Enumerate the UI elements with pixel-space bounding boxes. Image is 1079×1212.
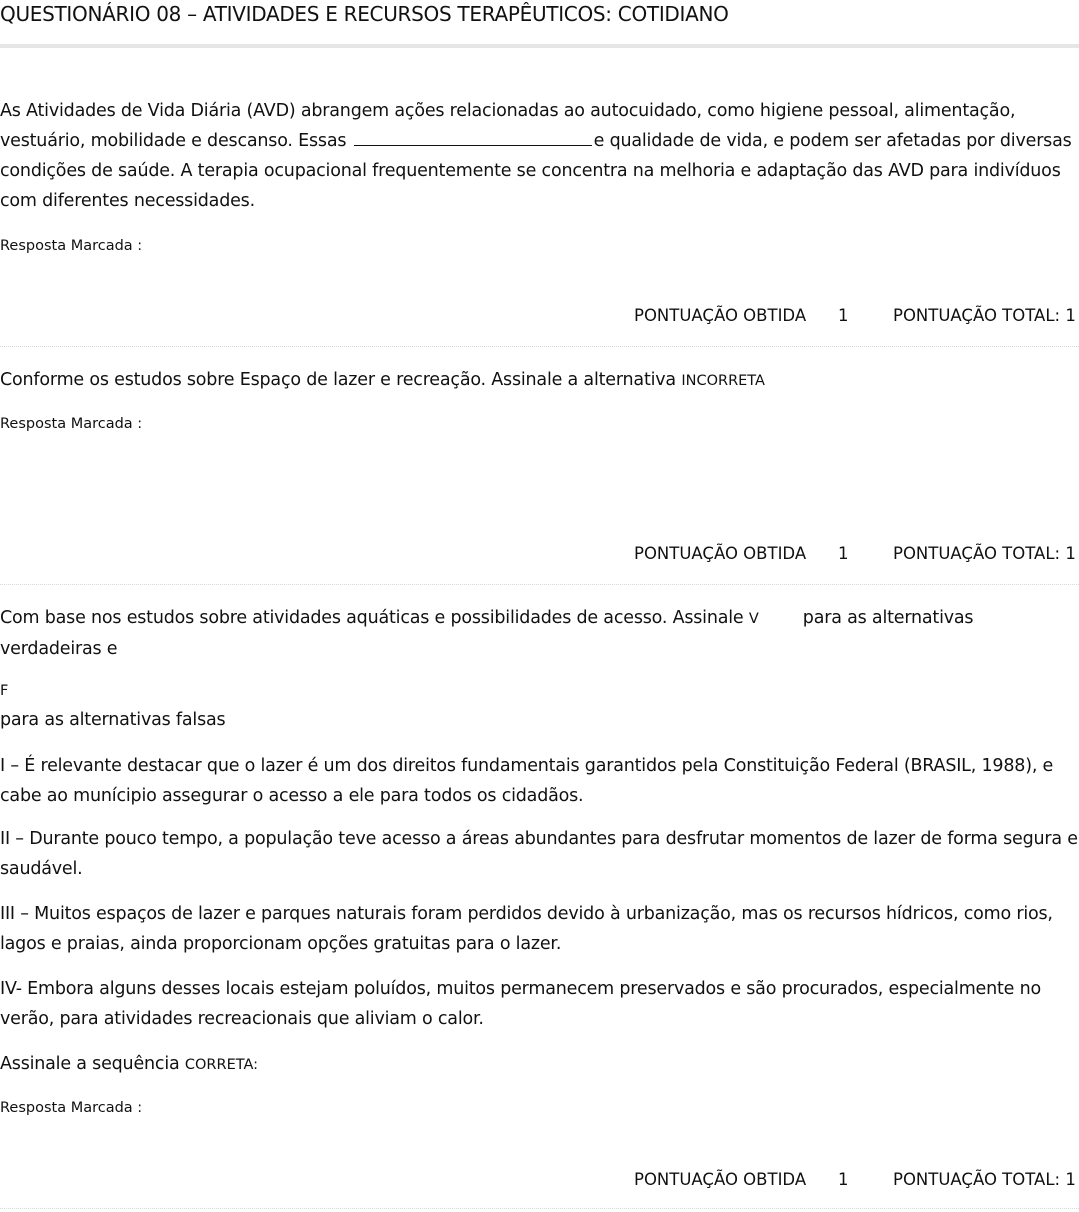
answer-label-2: Resposta Marcada : bbox=[0, 416, 143, 432]
score-obtained-label: PONTUAÇÃO OBTIDA bbox=[634, 544, 807, 563]
statement-1-text: I – É relevante destacar que o lazer é um dos direitos fundamentais garantidos pela Constituição Federal (BRASIL, 1988), e cabe ao munícipio assegurar o acesso a ele para todos os cidadãos. bbox=[0, 756, 1054, 806]
title-divider bbox=[0, 44, 1079, 48]
score-obtained-value: 1 bbox=[838, 1170, 849, 1189]
question-divider bbox=[0, 584, 1079, 585]
answer-label-1: Resposta Marcada : bbox=[0, 238, 143, 254]
statement-4-text: IV- Embora alguns desses locais estejam poluídos, muitos permanecem preservados e são procurados, especialmente no verão, para atividades recreacionais que aliviam o calor. bbox=[0, 979, 1042, 1029]
statement-3 bbox=[0, 899, 1079, 959]
question-3-f-line bbox=[0, 705, 1079, 735]
question-3-closing-text bbox=[0, 1049, 1079, 1080]
fill-blank bbox=[354, 128, 592, 146]
true-marker: V bbox=[748, 611, 759, 627]
question-1-text bbox=[0, 96, 1079, 216]
question-3-f-tail: para as alternativas falsas bbox=[0, 710, 226, 730]
false-marker: F bbox=[0, 683, 9, 699]
question-3-closing bbox=[0, 1049, 1079, 1080]
score-obtained-label: PONTUAÇÃO OBTIDA bbox=[634, 306, 807, 325]
question-divider bbox=[0, 346, 1079, 347]
score-total: PONTUAÇÃO TOTAL: 1 bbox=[893, 544, 1076, 563]
score-obtained-value: 1 bbox=[838, 544, 849, 563]
question-1 bbox=[0, 96, 1079, 216]
question-3-intro bbox=[0, 603, 1079, 664]
question-2-emphasis: INCORRETA bbox=[681, 373, 765, 389]
page-title: QUESTIONÁRIO 08 – ATIVIDADES E RECURSOS TERAPÊUTICOS: COTIDIANO bbox=[0, 2, 729, 26]
question-3-intro-text: Com base nos estudos sobre atividades aquáticas e possibilidades de acesso. Assinale bbox=[0, 608, 744, 628]
score-obtained-value: 1 bbox=[838, 306, 849, 325]
statement-4 bbox=[0, 974, 1079, 1034]
statement-3-text: III – Muitos espaços de lazer e parques naturais foram perdidos devido à urbanização, mas os recursos hídricos, como rios, lagos e praias, ainda proporcionam opções gratuitas para o lazer. bbox=[0, 904, 1053, 954]
question-1-text-after: e qualidade de vida, e podem ser afetadas por diversas condições de saúde. A terapia ocupacional frequentemente se concentra na melhoria e adaptação das AVD para indivíduos com diferentes necessidades. bbox=[0, 131, 1072, 211]
statement-2 bbox=[0, 824, 1079, 884]
question-3 bbox=[0, 603, 1079, 664]
answer-label-3: Resposta Marcada : bbox=[0, 1100, 143, 1116]
score-obtained-label: PONTUAÇÃO OBTIDA bbox=[634, 1170, 807, 1189]
score-total: PONTUAÇÃO TOTAL: 1 bbox=[893, 1170, 1076, 1189]
question-3-closing-emphasis: CORRETA: bbox=[184, 1057, 259, 1073]
score-total: PONTUAÇÃO TOTAL: 1 bbox=[893, 306, 1076, 325]
question-divider bbox=[0, 1208, 1079, 1209]
question-2-text bbox=[0, 365, 1079, 396]
question-3-closing-body: Assinale a sequência bbox=[0, 1054, 180, 1074]
question-3-intro-tail: para as alternativas verdadeiras e bbox=[0, 608, 974, 659]
statement-2-text: II – Durante pouco tempo, a população teve acesso a áreas abundantes para desfrutar momentos de lazer de forma segura e saudável. bbox=[0, 829, 1078, 879]
question-1-text-before: As Atividades de Vida Diária (AVD) abrangem ações relacionadas ao autocuidado, como higiene pessoal, alimentação, vestuário, mobilidade e descanso. Essas bbox=[0, 101, 1016, 151]
statement-1 bbox=[0, 751, 1079, 811]
question-2 bbox=[0, 365, 1079, 396]
question-2-text-body: Conforme os estudos sobre Espaço de lazer e recreação. Assinale a alternativa bbox=[0, 370, 676, 390]
